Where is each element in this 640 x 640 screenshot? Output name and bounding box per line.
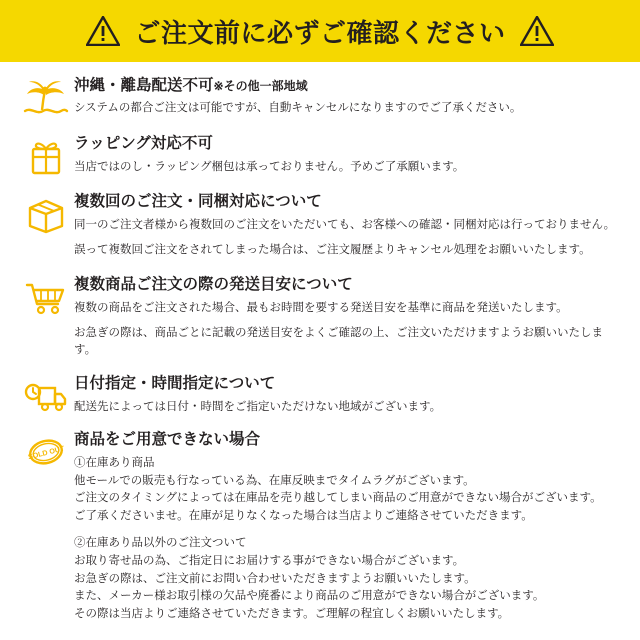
cardboard-box-icon: [18, 192, 74, 234]
notice-text: [74, 76, 622, 118]
header-banner: [0, 0, 640, 62]
notice-line: 誤って複数回ご注文をされてしまった場合は、ご注文履歴よりキャンセル処理をお願いいたします。: [74, 243, 591, 256]
notice-line: お取り寄せ品の為、ご指定日にお届けする事ができない場合がございます。: [74, 554, 465, 567]
notice-item: [18, 134, 622, 176]
notice-text: [74, 192, 622, 259]
notice-text: [74, 134, 622, 176]
notice-line: 同一のご注文者様から複数回のご注文をいただいても、お客様への確認・同梱対応は行っておりません。: [74, 218, 616, 231]
gift-bag-icon: [18, 134, 74, 176]
notice-line: 当店ではのし・ラッピング梱包は承っておりません。予めご了承願います。: [74, 160, 465, 173]
island-palm-icon: [18, 76, 74, 118]
notice-title: 沖縄・離島配送不可※その他一部地域: [74, 77, 308, 94]
notice-text: [74, 430, 622, 624]
notice-title: 日付指定・時間指定について: [74, 375, 276, 393]
sold-out-stamp-icon: [18, 430, 74, 472]
notice-line: ご了承くださいませ。在庫が足りなくなった場合は当店よりご連絡させていただきます。: [74, 510, 533, 523]
notice-item: [18, 192, 622, 259]
svg-text:SOLD OUT: SOLD OUT: [27, 444, 66, 462]
subsection-heading: ①在庫あり商品: [74, 456, 155, 469]
notice-title: 商品をご用意できない場合: [74, 431, 261, 449]
notice-item: [18, 275, 622, 360]
notice-line: システムの都合ご注文は可能ですが、自動キャンセルになりますのでご了承ください。: [74, 102, 522, 115]
notice-line: お急ぎの際は、ご注文前にお問い合わせいただきますようお願いいたします。: [74, 572, 476, 585]
warning-triangle-icon: [520, 16, 554, 46]
delivery-truck-clock-icon: [18, 374, 74, 416]
notice-line: 複数の商品をご注文された場合、最もお時間を要する発送目安を基準に商品を発送いたします。: [74, 301, 568, 314]
notice-line: お急ぎの際は、商品ごとに記載の発送目安をよくご確認の上、ご注文いただけますようお願いいたします。: [74, 326, 603, 357]
notice-title: 複数商品ご注文の際の発送目安について: [74, 276, 353, 294]
warning-triangle-icon: [86, 16, 120, 46]
notice-item: [18, 430, 622, 624]
notice-title: 複数回のご注文・同梱対応について: [74, 193, 322, 211]
notice-title: ラッピング対応不可: [74, 135, 213, 153]
notice-text: [74, 374, 622, 416]
notice-line: 他モールでの販売も行なっている為、在庫反映までタイムラグがございます。: [74, 474, 475, 487]
shopping-cart-icon: [18, 275, 74, 317]
notice-line: ご注文のタイミングによっては在庫品を売り越してしまい商品のご用意ができない場合がございます。: [74, 492, 602, 505]
notice-text: [74, 275, 622, 360]
notice-item: [18, 374, 622, 416]
notice-item: [18, 76, 622, 118]
notice-line: また、メーカー様お取引様の欠品や廃番により商品のご用意ができない場合がございます。: [74, 590, 545, 603]
notice-line: その際は当店よりご連絡させていただきます。ご理解の程宜しくお願いいたします。: [74, 608, 510, 621]
subsection-heading: ②在庫あり品以外のご注文ついて: [74, 537, 247, 549]
notice-line: 配送先によっては日付・時間をご指定いただけない地域がございます。: [74, 400, 442, 413]
page-title: ご注文前に必ずご確認ください: [134, 17, 506, 48]
notice-note: ※その他一部地域: [213, 79, 308, 93]
notice-list: [0, 62, 640, 624]
